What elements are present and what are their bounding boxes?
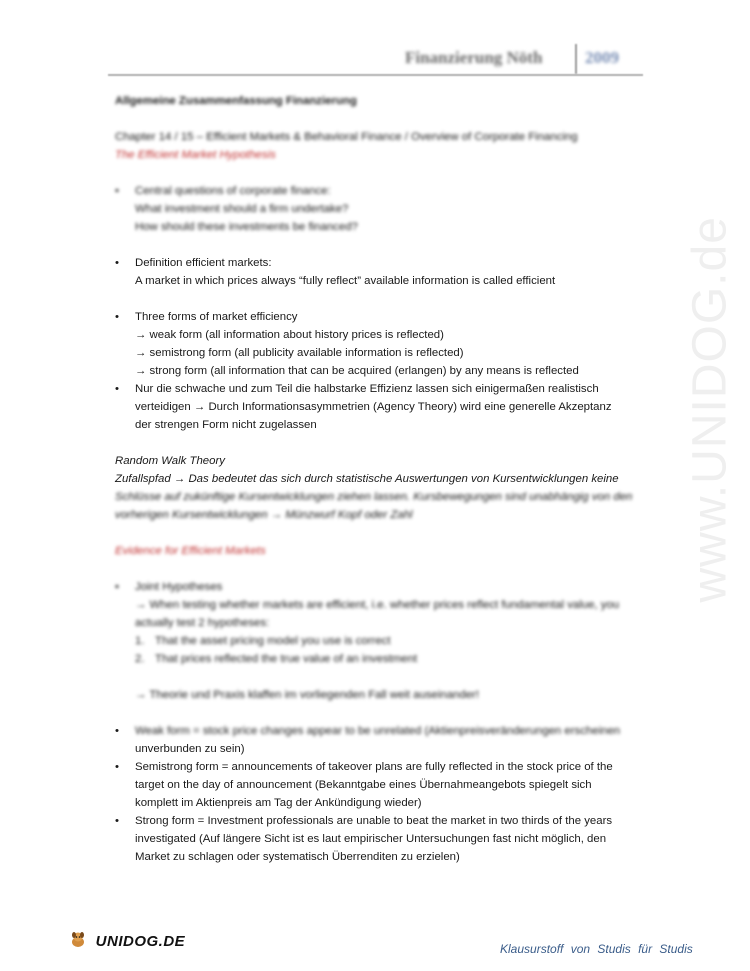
header-separator [575,44,577,74]
numbered-item [115,632,635,650]
watermark: www.UNIDOG.de [683,216,737,603]
random-walk-line-3: vorherigen Kursentwicklungen → Münzwurf Kopf oder Zahl [115,509,413,521]
document-heading: Allgemeine Zusammenfassung Finanzierung [115,95,357,107]
text-line: investigated (Auf längere Sicht ist es laut empirischer Untersuchungen fast nicht möglich, den [135,833,607,845]
bullet-weak-form [115,722,635,758]
text-line: → weak form (all information about history prices is reflected) [135,329,444,341]
logo-text: UNIDOG.DE [95,933,186,950]
unidog-logo[interactable] [68,930,185,950]
numbered-item [115,650,635,668]
random-walk-title: Random Walk Theory [115,455,225,467]
text-line: verteidigen → Durch Informationsasymmetrien (Agency Theory) wird eine generelle Akzeptanz [135,401,612,413]
header-title: Finanzierung Nöth [405,48,543,67]
text-line: target on the day of announcement (Bekanntgabe eines Übernahmeangebots spiegelt sich [135,779,592,791]
text-line: • Three forms of market efficiency [135,311,298,323]
header-year: 2009 [585,48,619,67]
item-text: That prices reflected the true value of an investment [155,653,418,665]
header-rule [108,74,643,76]
random-walk-line-1: Zufallspfad → Das bedeutet das sich durch statistische Auswertungen von Kursentwicklungen keine [115,473,619,485]
text-line: Market zu schlagen oder systematisch Überrenditen zu erzielen) [135,851,460,863]
text-line: What investment should a firm undertake? [135,203,349,215]
text-line: • Strong form = Investment professionals are unable to beat the market in two thirds of the years [135,815,613,827]
bullet-strong-form [115,812,635,866]
text-line: → strong form (all information that can be acquired (erlangen) by any means is reflected [135,365,579,377]
text-line: actually test 2 hypotheses: [135,617,270,629]
text-line: How should these investments be financed? [135,221,358,233]
text-line: • Semistrong form = announcements of takeover plans are fully reflected in the stock price of the [135,761,613,773]
text-line: → When testing whether markets are efficient, i.e. whether prices reflect fundamental value, you [135,599,620,611]
bullet-three-forms [115,308,635,380]
chapter-line: Chapter 14 / 15 – Efficient Markets & Behavioral Finance / Overview of Corporate Financing [115,131,578,143]
text-line: komplett im Aktienpreis am Tag der Ankündigung wieder) [135,797,422,809]
item-text: That the asset pricing model you use is correct [155,635,391,647]
text-line: • Central questions of corporate finance: [135,185,331,197]
text-line: • Weak form = stock price changes appear to be unrelated (Aktienpreisveränderungen erscheinen [135,725,621,737]
bullet-semistrong-form [115,758,635,812]
bullet-list [115,182,635,434]
footer-slogan: Klausurstoff von Studis für Studis [500,942,693,956]
bullet-nur-die [115,380,635,434]
bullet-definition [115,254,635,290]
text-line: • Nur die schwache und zum Teil die halbstarke Effizienz lassen sich einigermaßen realistisch [135,383,599,395]
emh-title: The Efficient Market Hypothesis [115,149,276,161]
random-walk-line-2: Schlüsse auf zukünftige Kursentwicklungen ziehen lassen. Kursbewegungen sind unabhängig von den [115,491,633,503]
text-line: A market in which prices always “fully reflect” available information is called efficient [135,275,556,287]
evidence-list [115,578,635,866]
item-number: 2. [135,653,145,665]
text-line: • Definition efficient markets: [135,257,272,269]
text-line: • Joint Hypotheses [135,581,223,593]
evidence-title: Evidence for Efficient Markets [115,545,266,557]
bullet-joint-hypotheses [115,578,635,632]
document-body [115,92,635,866]
item-number: 1. [135,635,145,647]
dog-icon [68,930,88,950]
bullet-central-questions [115,182,635,236]
joint-conclusion: → Theorie und Praxis klaffen im vorliegenden Fall weit auseinander! [135,689,480,701]
text-line: → semistrong form (all publicity available information is reflected) [135,347,464,359]
text-line: unverbunden zu sein) [135,743,245,755]
text-line: der strengen Form nicht zugelassen [135,419,317,431]
